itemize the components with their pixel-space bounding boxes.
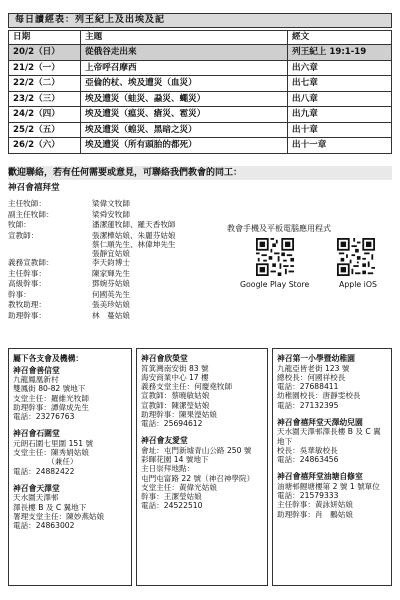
- row-topic: 亞倫的杖、埃及遭災（血災）: [81, 76, 288, 92]
- staff-row: [8, 258, 238, 269]
- staff-role: 副主任牧師：: [8, 209, 54, 219]
- table-row: [9, 91, 392, 107]
- branch-line: 總校長：何國祥校長: [277, 372, 346, 382]
- branch-line: 電話：24522510: [141, 501, 203, 511]
- branch-line: 校長：吳華敏校長: [277, 445, 338, 455]
- branch-line: 幹事：王潔瑩姑娘: [141, 492, 202, 501]
- branch-line: 海安商業中心 17 樓: [141, 372, 209, 382]
- branch-line: 雙鳳街 80-82 號地下: [13, 384, 86, 394]
- branch-line: 助理幹事：譚偉成先生: [13, 402, 89, 412]
- staff-row: [8, 220, 238, 231]
- branch-line: 天水圍天澤邨澤長樓 B 及 C 翼: [277, 427, 381, 437]
- row-date: 21/2（一）: [9, 60, 81, 76]
- staff-role: 主任幹事：: [8, 268, 46, 278]
- header-date: 日期: [9, 31, 81, 45]
- branch-line: 筲箕灣南安街 83 號: [141, 363, 209, 373]
- contact-intro: 歡迎聯絡，若有任何需要或意見，可聯絡我們教會的同工：: [8, 166, 392, 180]
- staff-role: 牧師：: [8, 220, 31, 229]
- row-date: 26/2（六）: [9, 138, 81, 154]
- branch-line: 地下: [277, 436, 293, 446]
- row-topic: 埃及遭災（所有頭胎的都死）: [81, 138, 288, 154]
- table-row: [9, 107, 392, 123]
- table-row: [9, 122, 392, 138]
- branch-line: 助理幹事：陳果瀅姑娘: [141, 409, 217, 419]
- staff-row: [8, 210, 238, 221]
- staff-list: [8, 199, 238, 321]
- staff-name: 張美珍姑娘: [92, 300, 130, 310]
- row-ref: 出七章: [288, 76, 392, 92]
- row-date: 24/2（四）: [9, 107, 81, 123]
- staff-role: 助理幹事：: [8, 310, 46, 320]
- app-caption: 教會手機及平板電腦應用程式: [227, 224, 331, 233]
- staff-name: 潘潔蓮牧師、羅天香牧師: [92, 220, 176, 229]
- branch-name: 神召會善信堂: [13, 365, 60, 375]
- branch-line: 助理幹事：肖 鵬姑娘: [277, 509, 353, 519]
- staff-role: 宣教師：: [8, 230, 39, 240]
- row-ref: 出十章: [288, 122, 392, 138]
- branch-name: 神召會石圍堂: [13, 429, 60, 439]
- row-topic: 埃及遭災（蝗災、黑暗之災）: [81, 122, 288, 138]
- staff-row: [8, 269, 238, 280]
- staff-name: 何國英先生: [92, 289, 130, 299]
- branch-line: 幼稚園校長：唐靜雯校長: [277, 391, 361, 401]
- table-header-row: [9, 31, 392, 45]
- row-date: 23/2（三）: [9, 91, 81, 107]
- branch-line: 電話：25694612: [141, 419, 203, 428]
- branch-line: 支堂主任：羅維光牧師: [13, 393, 89, 403]
- branch-line: 義務支堂主任：何慶堯牧師: [141, 382, 233, 391]
- branch-line: 九龍亞皆老街 123 號: [277, 363, 350, 373]
- branch-line: 主任幹事：黃詠妍姑娘: [277, 500, 353, 510]
- staff-row: [8, 311, 238, 322]
- branch-line: 彩暉花園 14 號地下: [141, 455, 209, 464]
- table-row: [9, 45, 392, 61]
- staff-role: 教牧助理：: [8, 300, 46, 310]
- staff-role: 主任牧師：: [8, 199, 46, 208]
- branch-line: 天水圍天澤邨: [13, 493, 59, 503]
- branch-line: 支堂主任：陳秀娟姑娘: [13, 448, 89, 457]
- staff-role: 高級幹事：: [8, 279, 46, 289]
- branch-line: （兼任）: [13, 457, 78, 467]
- branch-line: 油塘邨鯉塘樓第 2 號 1 號單位: [277, 481, 380, 491]
- branch-line: 電話：24882422: [13, 466, 75, 476]
- staff-row: [8, 279, 238, 290]
- branch-name: 神召會禧拜堂油塘自修室: [277, 472, 363, 482]
- branch-line: 電話：24863002: [13, 521, 75, 530]
- branch-line: 電話：23276763: [13, 412, 75, 421]
- apple-ios-qr-code-icon[interactable]: [337, 238, 375, 276]
- branch-name: 神召會天澤堂: [13, 483, 60, 493]
- staff-row: [8, 231, 238, 259]
- row-ref: 出八章: [288, 91, 392, 107]
- branch-line: 主日崇拜地點：: [141, 464, 195, 474]
- branch-line: 屯門屯富路 22 號（神召神學院）: [141, 473, 255, 483]
- staff-name: 張潔樺姑娘、朱麗芬姑娘: [92, 230, 176, 240]
- row-ref: 出九章: [288, 107, 392, 123]
- branch-name: 神召第一小學暨幼稚園: [277, 354, 355, 363]
- staff-row: [8, 290, 238, 301]
- row-date: 22/2（二）: [9, 76, 81, 92]
- table-row: [9, 76, 392, 92]
- branch-line: 電話：27688411: [277, 382, 339, 391]
- row-topic: 從俄谷走出來: [81, 45, 288, 61]
- reading-plan-title: 每日讀經表：列王紀上及出埃及記: [8, 13, 392, 28]
- row-topic: 埃及遭災（蛙災、蝨災、蠅災）: [81, 91, 288, 107]
- staff-name: 梁舜安牧師: [92, 209, 130, 219]
- branch-name: 神召會友愛堂: [141, 436, 188, 446]
- branch-box-left: [8, 348, 132, 586]
- staff-name: 鄧婉芬姑娘: [92, 279, 130, 289]
- branches-heading: 屬下各支會及機構：: [13, 354, 84, 363]
- google-play-label: Google Play Store: [240, 280, 310, 289]
- google-play-qr-code-icon[interactable]: [256, 238, 294, 276]
- branch-name: 神召會欣榮堂: [141, 354, 188, 363]
- branch-line: 會址：屯門新墟青山公路 250 號: [141, 445, 252, 455]
- staff-name: 陳家輝先生: [92, 268, 130, 278]
- staff-role: 義務宣教師：: [8, 258, 54, 268]
- branch-line: 署理支堂主任：陳妙燕姑娘: [13, 511, 105, 521]
- table-row: [9, 138, 392, 154]
- branch-line: 澤長樓 B 及 C 翼地下: [13, 502, 87, 512]
- branch-line: 電話：21579333: [277, 491, 339, 500]
- staff-row: [8, 199, 238, 210]
- branch-line: 元朗石圍七里圍 151 號: [13, 438, 94, 448]
- staff-name: 梁偉文牧師: [92, 199, 130, 208]
- branch-line: 九龍鳳凰新村: [13, 375, 59, 384]
- staff-name: 張靜宜姑娘: [92, 249, 130, 258]
- branch-box-middle: [136, 348, 268, 586]
- branch-line: 支堂主任：黃偉光姑娘: [141, 482, 217, 492]
- row-date: 20/2（日）: [9, 45, 81, 61]
- row-date: 25/2（五）: [9, 122, 81, 138]
- header-ref: 經文: [288, 31, 392, 45]
- apple-ios-label: Apple iOS: [339, 280, 377, 289]
- staff-row: [8, 300, 238, 311]
- staff-role: 幹事：: [8, 289, 31, 299]
- row-topic: 上帝呼召摩西: [81, 60, 288, 76]
- row-ref: 出六章: [288, 60, 392, 76]
- branch-name: 神召會禧拜堂天澤幼兒園: [277, 417, 363, 427]
- reading-plan-table: [8, 30, 392, 154]
- branch-line: 電話：27132395: [277, 400, 339, 410]
- branch-box-right: [272, 348, 392, 586]
- branch-line: 宣教師：蔡曉敏姑娘: [141, 391, 210, 401]
- row-ref: 出十一章: [288, 138, 392, 154]
- branch-line: 宣教師：陳潔瑩姑娘: [141, 400, 210, 410]
- staff-name: 林 蔓姑娘: [92, 310, 130, 320]
- row-ref: 列王紀上 19:1-19: [288, 45, 392, 61]
- church-name: 神召會禧拜堂: [8, 183, 60, 193]
- branch-line: 電話：24863456: [277, 455, 339, 464]
- staff-name: 蔡仁順先生、林偉坤先生: [92, 239, 176, 249]
- table-row: [9, 60, 392, 76]
- staff-name: 李天鈞博士: [92, 258, 130, 268]
- header-topic: 主題: [81, 31, 288, 45]
- row-topic: 埃及遭災（瘟災、瘡災、雹災）: [81, 107, 288, 123]
